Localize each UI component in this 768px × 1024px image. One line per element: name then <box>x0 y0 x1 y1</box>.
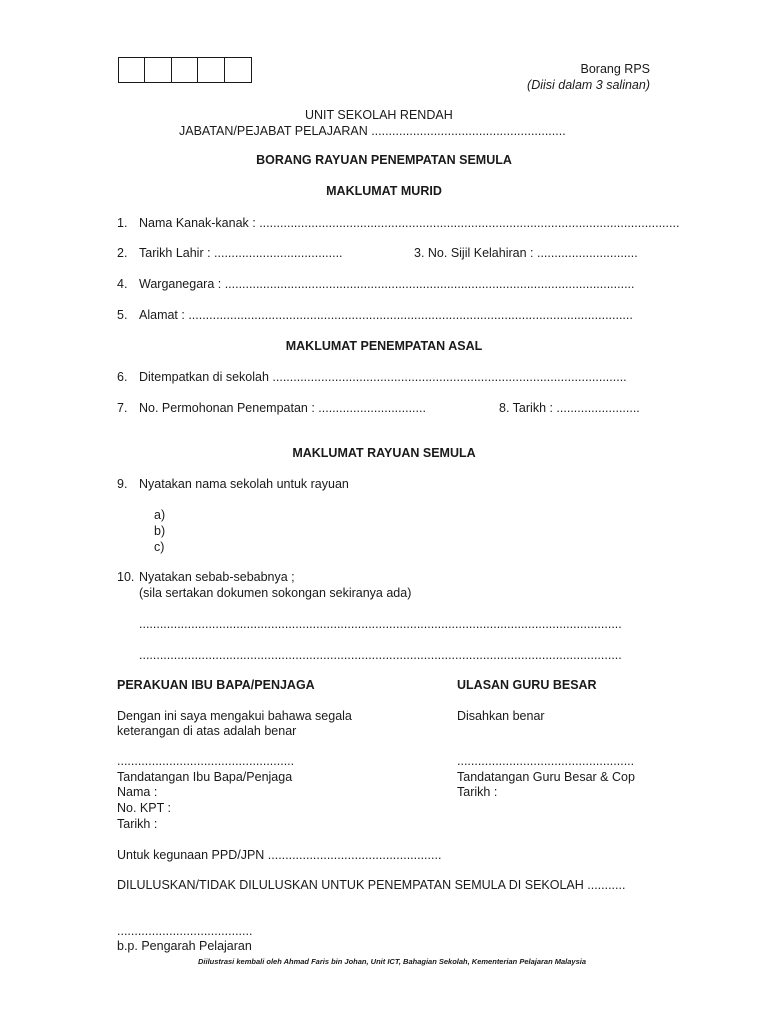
approval-decision-line[interactable]: DILULUSKAN/TIDAK DILULUSKAN UNTUK PENEMPATAN SEMULA DI SEKOLAH ........... <box>117 878 626 892</box>
reason-line-2[interactable]: ........................................................................................................................................... <box>139 648 622 662</box>
unit-title: UNIT SEKOLAH RENDAH <box>305 108 453 122</box>
headmaster-signature-label: Tandatangan Guru Besar & Cop <box>457 770 635 784</box>
reason-line-1[interactable]: ........................................................................................................................................... <box>139 617 622 631</box>
option-a[interactable]: a) <box>154 508 166 522</box>
ulasan-line-1: Disahkan benar <box>457 709 545 723</box>
section-heading-asal: MAKLUMAT PENEMPATAN ASAL <box>285 339 483 353</box>
perakuan-line-1: Dengan ini saya mengakui bahawa segala <box>117 709 352 723</box>
parent-signature-line[interactable]: ................................................... <box>117 754 295 768</box>
field-tarikh-penempatan[interactable]: 8. Tarikh : ........................ <box>499 401 640 415</box>
field-alamat[interactable]: 5. Alamat : ................................................................................................................................ <box>117 308 633 322</box>
option-b[interactable]: b) <box>154 524 166 538</box>
parent-kpt-label: No. KPT : <box>117 801 171 815</box>
form-code: Borang RPS <box>580 62 650 76</box>
form-number-box[interactable] <box>172 58 198 82</box>
ulasan-heading: ULASAN GURU BESAR <box>457 678 597 692</box>
option-c[interactable]: c) <box>154 540 165 554</box>
headmaster-signature-line[interactable]: ................................................... <box>457 754 635 768</box>
field-tarikh-lahir[interactable]: 2. Tarikh Lahir : ..................................... <box>117 246 343 260</box>
perakuan-heading: PERAKUAN IBU BAPA/PENJAGA <box>117 678 315 692</box>
field-nama-kanak-kanak[interactable]: 1. Nama Kanak-kanak : ......................................................................................................................... <box>117 216 680 230</box>
form-number-box[interactable] <box>198 58 224 82</box>
footer-credit: Diilustrasi kembali oleh Ahmad Faris bin Johan, Unit ICT, Bahagian Sekolah, Kementerian Pelajaran Malaysia <box>198 957 587 966</box>
question-9: 9. Nyatakan nama sekolah untuk rayuan <box>117 477 349 491</box>
section-heading-murid: MAKLUMAT MURID <box>326 184 442 198</box>
parent-nama-label: Nama : <box>117 785 158 799</box>
form-number-boxes[interactable] <box>118 57 252 83</box>
office-use-line[interactable]: Untuk kegunaan PPD/JPN .................................................. <box>117 848 442 862</box>
question-10-note: (sila sertakan dokumen sokongan sekiranya ada) <box>139 586 412 600</box>
form-title: BORANG RAYUAN PENEMPATAN SEMULA <box>256 153 512 167</box>
officer-signatory-label: b.p. Pengarah Pelajaran <box>117 939 252 953</box>
form-number-box[interactable] <box>145 58 171 82</box>
form-number-box[interactable] <box>119 58 145 82</box>
field-no-permohonan[interactable]: 7. No. Permohonan Penempatan : ............................... <box>117 401 426 415</box>
field-warganegara[interactable]: 4. Warganegara : ...................................................................................................................... <box>117 277 635 291</box>
headmaster-tarikh-label: Tarikh : <box>457 785 498 799</box>
parent-tarikh-label: Tarikh : <box>117 817 158 831</box>
perakuan-line-2: keterangan di atas adalah benar <box>117 724 297 738</box>
officer-signature-line[interactable]: ....................................... <box>117 924 253 938</box>
form-number-box[interactable] <box>225 58 251 82</box>
field-sijil-kelahiran[interactable]: 3. No. Sijil Kelahiran : ............................. <box>414 246 638 260</box>
section-heading-rayuan: MAKLUMAT RAYUAN SEMULA <box>292 446 476 460</box>
department-line: JABATAN/PEJABAT PELAJARAN ........................................................ <box>179 124 566 138</box>
field-ditempatkan[interactable]: 6. Ditempatkan di sekolah ...................................................................................................... <box>117 370 627 384</box>
question-10: 10. Nyatakan sebab-sebabnya ; <box>117 570 295 584</box>
copies-note: (Diisi dalam 3 salinan) <box>527 78 650 92</box>
parent-signature-label: Tandatangan Ibu Bapa/Penjaga <box>117 770 293 784</box>
